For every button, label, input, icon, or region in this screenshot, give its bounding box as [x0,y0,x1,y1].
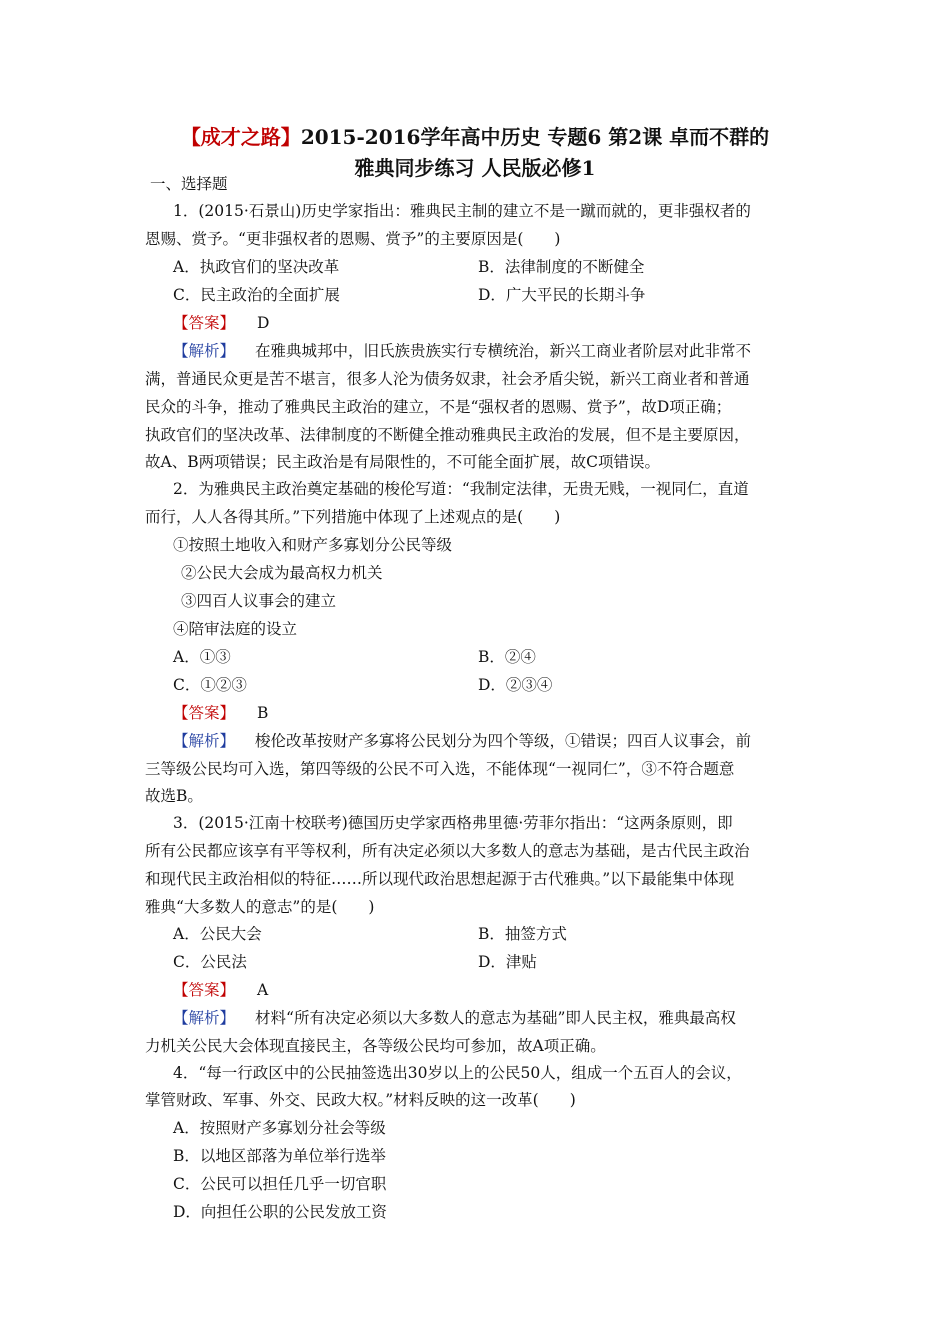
q4-option-c: C．公民可以担任几乎一切官职 [173,1175,387,1193]
q4-stem-line: 掌管财政、军事、外交、民政大权。”材料反映的这一改革( ) [145,1091,576,1109]
q3-stem-line: 雅典“大多数人的意志”的是( ) [145,898,375,916]
q3-option-a: A．公民大会 [173,925,262,943]
answer-tag: 【答案】 [173,704,236,722]
q2-stem-line: 2．为雅典民主政治奠定基础的梭伦写道：“我制定法律，无贵无贱，一视同仁，直道 [173,480,749,498]
q1-analysis-line: 民众的斗争，推动了雅典民主政治的建立，不是“强权者的恩赐、赏予”，故D项正确； [145,398,732,416]
analysis-tag: 【解析】 [173,1009,236,1027]
q3-stem-line: 3．(2015·江南十校联考)德国历史学家西格弗里德·劳菲尔指出：“这两条原则，即 [173,814,733,832]
q3-option-b: B．抽签方式 [478,925,567,943]
q2-item: ③四百人议事会的建立 [181,592,337,610]
q1-option-d: D．广大平民的长期斗争 [478,286,646,304]
q2-stem-line: 而行，人人各得其所。”下列措施中体现了上述观点的是( ) [145,508,561,526]
q1-analysis [173,341,751,361]
q3-analysis-line: 材料“所有决定必须以大多数人的意志为基础”即人民主权，雅典最高权 [255,1009,736,1027]
q3-answer [173,980,268,1000]
q3-stem-line: 所有公民都应该享有平等权利，所有决定必须以大多数人的意志为基础，是古代民主政治 [145,842,750,860]
title-line-2: 雅典同步练习 人民版必修1 [354,156,596,180]
q3-option-d: D．津贴 [478,953,537,971]
q2-analysis-line: 梭伦改革按财产多寡将公民划分为四个等级，①错误；四百人议事会，前 [255,732,752,750]
analysis-tag: 【解析】 [173,342,236,360]
q1-analysis-line: 在雅典城邦中，旧氏族贵族实行专横统治，新兴工商业者阶层对此非常不 [255,342,752,360]
q1-option-b: B．法律制度的不断健全 [478,258,645,276]
q2-analysis [173,731,751,751]
title-line-1-text: 2015-2016学年高中历史 专题6 第2课 卓而不群的 [300,125,770,149]
q2-option-a: A．①③ [173,648,231,666]
q4-stem-line: 4．“每一行政区中的公民抽签选出30岁以上的公民50人，组成一个五百人的会议， [173,1064,742,1082]
q2-option-d: D．②③④ [478,676,553,694]
q1-answer-value: D [257,314,270,332]
q2-item: ④陪审法庭的设立 [173,620,298,638]
q2-answer-value: B [257,704,269,722]
q3-answer-value: A [257,981,269,999]
q4-option-a: A．按照财产多寡划分社会等级 [173,1119,386,1137]
q2-analysis-line: 三等级公民均可入选，第四等级的公民不可入选，不能体现“一视同仁”，③不符合题意 [145,760,735,778]
q1-answer [173,313,269,333]
title-line-1 [140,122,810,153]
answer-tag: 【答案】 [173,981,236,999]
q1-option-a: A．执政官们的坚决改革 [173,258,340,276]
q2-item: ①按照土地收入和财产多寡划分公民等级 [173,536,453,554]
document-title [140,122,810,184]
q1-analysis-line: 满，普通民众更是苦不堪言，很多人沦为债务奴隶，社会矛盾尖锐，新兴工商业者和普通 [145,370,750,388]
q1-stem-line: 恩赐、赏予。“更非强权者的恩赐、赏予”的主要原因是( ) [145,230,561,248]
q4-option-d: D．向担任公职的公民发放工资 [173,1203,387,1221]
q3-stem-line: 和现代民主政治相似的特征……所以现代政治思想起源于古代雅典。”以下最能集中体现 [145,870,735,888]
q1-option-c: C．民主政治的全面扩展 [173,286,340,304]
q3-analysis [173,1008,736,1028]
q3-analysis-line: 力机关公民大会体现直接民主，各等级公民均可参加，故A项正确。 [145,1037,606,1055]
section-heading: 一、选择题 [150,175,228,193]
title-bracket: 【成才之路】 [180,125,301,149]
q2-option-c: C．①②③ [173,676,247,694]
q2-option-b: B．②④ [478,648,536,666]
q4-option-b: B．以地区部落为单位举行选举 [173,1147,386,1165]
q2-analysis-line: 故选B。 [145,787,203,805]
analysis-tag: 【解析】 [173,732,236,750]
q2-answer [173,703,268,723]
answer-tag: 【答案】 [173,314,236,332]
q3-option-c: C．公民法 [173,953,247,971]
q1-stem-line: 1．(2015·石景山)历史学家指出：雅典民主制的建立不是一蹴而就的，更非强权者的 [173,202,751,220]
q1-analysis-line: 故A、B两项错误；民主政治是有局限性的，不可能全面扩展，故C项错误。 [145,453,660,471]
q1-analysis-line: 执政官们的坚决改革、法律制度的不断健全推动雅典民主政治的发展，但不是主要原因， [145,426,750,444]
q2-item: ②公民大会成为最高权力机关 [181,564,383,582]
